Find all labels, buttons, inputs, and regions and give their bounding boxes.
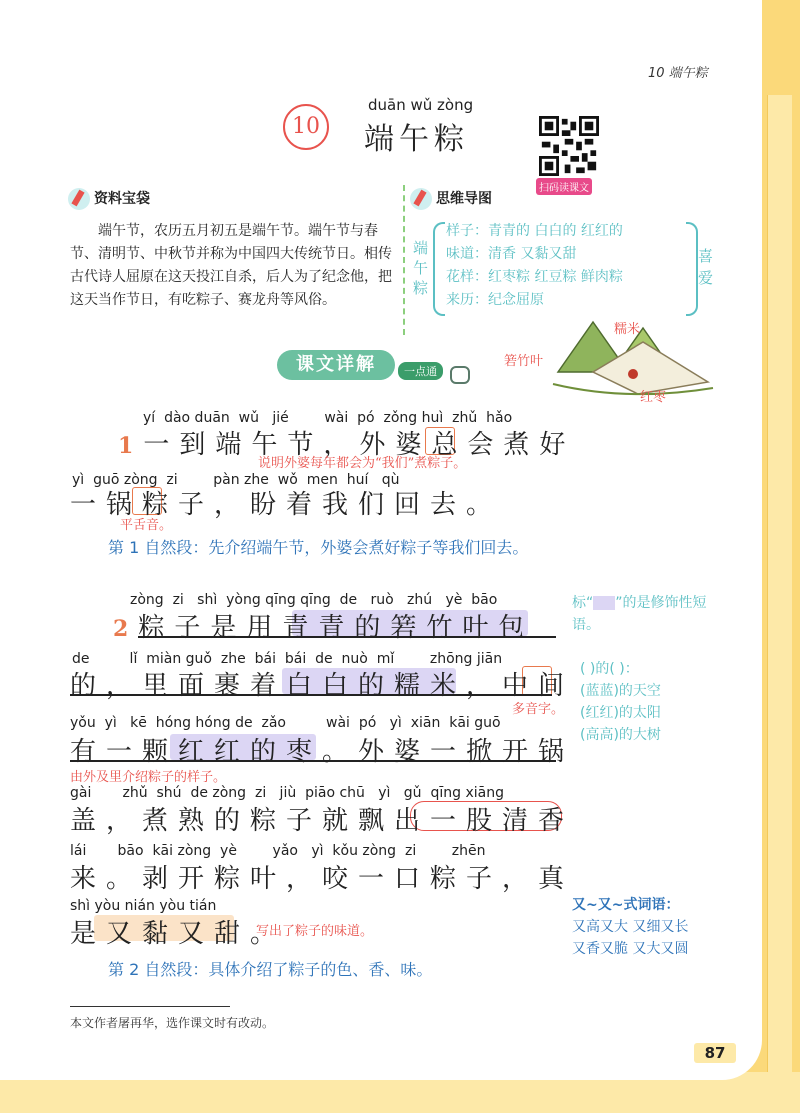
annotation: 平舌音。 <box>120 518 173 533</box>
divider <box>403 185 405 335</box>
ziliao-heading-label: 资料宝袋 <box>94 191 150 207</box>
label-nuomi: 糯米 <box>614 322 641 337</box>
section-banner: 课文详解 <box>277 350 395 380</box>
side-note-text: 标“ <box>572 595 594 611</box>
side-pattern <box>580 658 661 746</box>
pinyin-row: shì yòu nián yòu tián <box>70 898 217 914</box>
pencil-icon <box>410 188 432 210</box>
text-line: 盖，煮熟的粽子就飘出一股清香 <box>70 806 575 836</box>
example-line: (红红)的太阳 <box>580 705 661 721</box>
paragraph-number: 2 <box>113 616 139 642</box>
side-note <box>572 592 732 636</box>
label-hongzao: 红枣 <box>640 390 667 405</box>
paragraph-summary: 第 2 自然段：具体介绍了粽子的色、香、味。 <box>108 960 433 979</box>
mindmap-heading <box>410 188 492 210</box>
you-line: 又高又大 又细又长 <box>572 919 689 935</box>
running-head: 10 端午粽 <box>648 66 708 81</box>
text-line-content: 粽子是用青青的箬竹叶包 <box>138 613 535 643</box>
paragraph-number: 1 <box>118 433 144 459</box>
mindmap-line: 来历：纪念屈原 <box>446 292 544 308</box>
text-line-content: 一到端午节，外婆总会煮好 <box>143 430 576 460</box>
you-title: 又~又~式词语： <box>572 897 680 913</box>
pinyin-row: yí dào duān wǔ jié wài pó zǒng huì zhǔ hǎo <box>143 410 513 426</box>
annotation: 多音字。 <box>512 702 565 717</box>
page-edge-layer <box>767 95 792 1113</box>
mindmap-line: 样子：青青的 白白的 红红的 <box>446 223 623 239</box>
text-line: 是又黏又甜。 <box>70 919 287 949</box>
qr-code-icon[interactable] <box>539 116 599 176</box>
banner-sub: 一点通 <box>398 362 443 380</box>
pinyin-row: yì guō zòng zi pàn zhe wǒ men huí qù <box>72 472 400 488</box>
text-line: 来。剥开粽叶，咬一口粽子，真 <box>70 864 575 894</box>
mindmap-heading-label: 思维导图 <box>436 191 492 207</box>
footnote-rule <box>70 1006 230 1007</box>
lesson-number: 10 <box>283 104 329 150</box>
annotation: 说明外婆每年都会为“我们”煮粽子。 <box>258 456 467 471</box>
hand-pointer-icon <box>450 366 470 384</box>
page-number: 87 <box>694 1043 736 1063</box>
ziliao-text: 端午节，农历五月初五是端午节。端午节与春节、清明节、中秋节并称为中国四大传统节日。相传古代诗人屈原在这天投江自杀，后人为了纪念他，把这天当作节日，有吃粽子、赛龙舟等风俗。 <box>70 223 392 308</box>
paragraph-summary: 第 1 自然段：先介绍端午节，外婆会煮好粽子等我们回去。 <box>108 538 529 557</box>
ziliao-heading <box>68 188 150 210</box>
annotation: 写出了粽子的味道。 <box>256 924 374 939</box>
text-line: 一锅粽子，盼着我们回去。 <box>70 490 503 520</box>
brace-left <box>433 222 445 316</box>
purple-swatch <box>593 596 615 610</box>
side-you <box>572 894 688 960</box>
mindmap-lines <box>446 220 623 312</box>
label-zhuye: 箬竹叶 <box>504 354 544 369</box>
example-line: (蓝蓝)的天空 <box>580 683 661 699</box>
pinyin-row: lái bāo kāi zòng yè yǎo yì kǒu zòng zi zhēn <box>70 843 486 859</box>
footnote: 本文作者屠再华，选作课文时有改动。 <box>70 1016 275 1030</box>
text-line: 的，里面裹着白白的糯米，中间 <box>70 671 575 701</box>
you-line: 又香又脆 又大又圆 <box>572 941 689 957</box>
text-line: 有一颗红红的枣。外婆一掀开锅 <box>70 737 575 767</box>
pinyin-row: de lǐ miàn guǒ zhe bái bái de nuò mǐ zhōng jiān <box>72 651 503 667</box>
mindmap-line: 味道：清香 又黏又甜 <box>446 246 577 262</box>
example-line: (高高)的大树 <box>580 727 661 743</box>
side-note-text: ”的是修饰性短语。 <box>572 595 707 633</box>
pinyin-row: zòng zi shì yòng qīng qīng de ruò zhú yè bāo <box>130 592 498 608</box>
pinyin-row: yǒu yì kē hóng hóng de zǎo wài pó yì xiān kāi guō <box>70 715 501 731</box>
annotation: 由外及里介绍粽子的样子。 <box>70 770 227 785</box>
page-title: 端午粽 <box>364 122 469 157</box>
mindmap-root: 端午粽 <box>413 239 429 297</box>
pencil-icon <box>68 188 90 210</box>
mindmap-right: 喜爱 <box>698 247 714 287</box>
pinyin-row: gài zhǔ shú de zòng zi jiù piāo chū yì gǔ qīng xiāng <box>70 785 504 801</box>
text-line <box>113 607 534 644</box>
mindmap-line: 花样：红枣粽 红豆粽 鲜肉粽 <box>446 269 623 285</box>
qr-label[interactable]: 扫码读课文 <box>536 178 592 195</box>
brace-right <box>686 222 698 316</box>
pattern-line: ( )的( )： <box>580 661 639 677</box>
title-pinyin: duān wǔ zòng <box>368 96 474 114</box>
